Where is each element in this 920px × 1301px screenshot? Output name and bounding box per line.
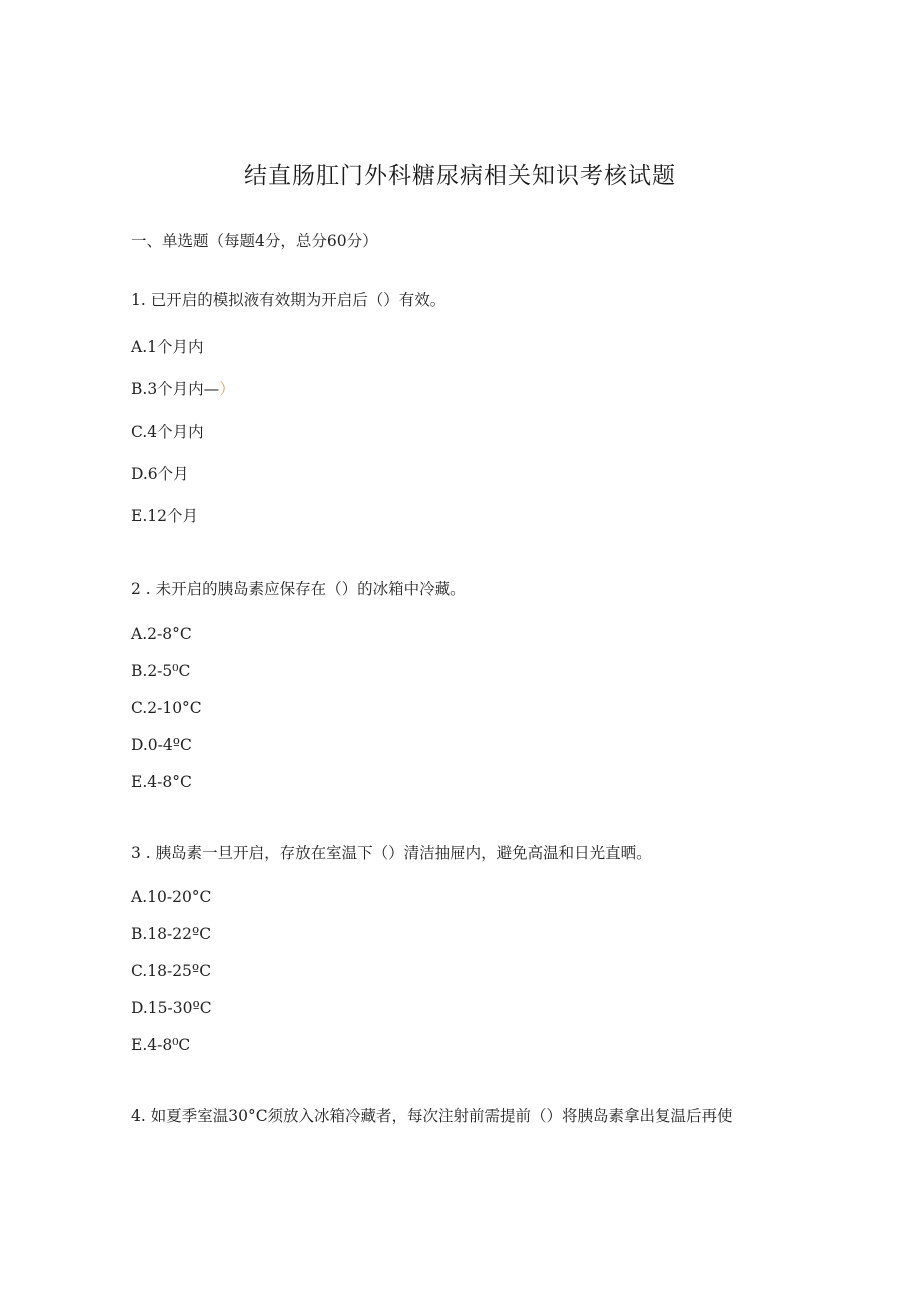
question-2-stem: 2 . 未开启的胰岛素应保存在（）的冰箱中冷藏。	[131, 580, 466, 598]
question-3-option-c: C.18-25ºC	[131, 962, 212, 980]
question-3-option-d: D.15-30ºC	[131, 999, 212, 1017]
question-2-option-e: E.4-8°C	[131, 773, 192, 791]
question-1-option-a: A.1个月内	[131, 338, 204, 356]
question-3-option-e: E.4-8⁰C	[131, 1036, 191, 1054]
question-2-option-c: C.2-10°C	[131, 699, 202, 717]
question-2-option-d: D.0-4ºC	[131, 736, 192, 754]
question-1-option-d: D.6个月	[131, 465, 189, 483]
question-1-option-c: C.4个月内	[131, 423, 204, 441]
question-1-option-e: E.12个月	[131, 507, 198, 525]
document-title: 结直肠肛门外科糖尿病相关知识考核试题	[244, 163, 676, 189]
handwritten-mark: ）	[219, 380, 235, 398]
question-3-stem: 3 . 胰岛素一旦开启，存放在室温下（）清洁抽屉内，避免高温和日光直晒。	[131, 844, 652, 862]
question-1-stem: 1. 已开启的模拟液有效期为开启后（）有效。	[131, 291, 446, 309]
question-1-option-b: B.3个月内—	[131, 380, 220, 398]
question-4-stem: 4. 如夏季室温30°C须放入冰箱冷藏者，每次注射前需提前（）将胰岛素拿出复温后再使	[131, 1107, 733, 1125]
section-heading: 一、单选题（每题4分，总分60分）	[131, 232, 378, 250]
question-1-option-b-row	[131, 378, 235, 400]
question-3-option-b: B.18-22ºC	[131, 925, 212, 943]
question-2-option-a: A.2-8°C	[131, 625, 192, 643]
question-3-option-a: A.10-20°C	[131, 888, 212, 906]
question-2-option-b: B.2-5⁰C	[131, 662, 191, 680]
